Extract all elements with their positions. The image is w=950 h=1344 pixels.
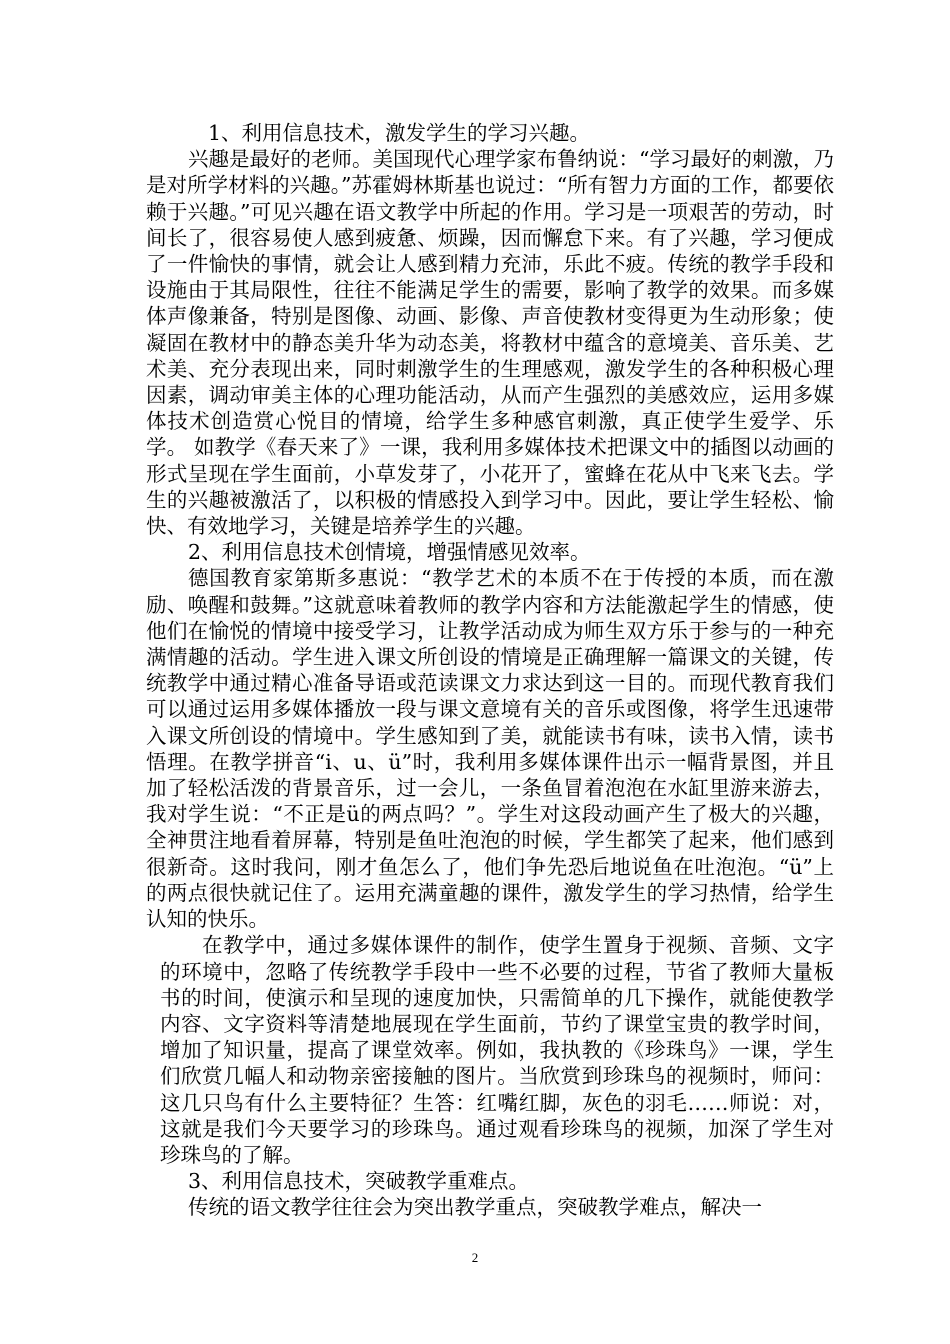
section-heading-3: 3、利用信息技术，突破教学重难点。 xyxy=(188,1169,530,1194)
paragraph-2: 德国教育家第斯多惠说：“教学艺术的本质不在于传授的本质，而在激励、唤醒和鼓舞。”这就意味着教师的教学内容和方法能激起学生的情感，使他们在愉悦的情境中接受学习，让教学活动成为师生双方乐于参与的一种充满情趣的活动。学生进入课文所创设的情境是正确理解一篇课文的关键，传统教学中通过精心准备导语或范读课文力求达到这一目的。而现代教育我们可以通过运用多媒体播放一段与课文意境有关的音乐或图像，将学生迅速带入课文所创设的情境中。学生感知到了美，就能读书有味，读书入情，读书悟理。在教学拼音“i、u、ü”时，我利用多媒体课件出示一幅背景图，并且加了轻松活泼的背景音乐，过一会儿，一条鱼冒着泡泡在水缸里游来游去，我对学生说：“不正是ü的两点吗？”。学生对这段动画产生了极大的兴趣，全神贯注地看着屏幕，特别是鱼吐泡泡的时候，学生都笑了起来，他们感到很新奇。这时我问，刚才鱼怎么了，他们争先恐后地说鱼在吐泡泡。“ü”上的两点很快就记住了。运用充满童趣的课件，激发学生的学习热情，给学生认知的快乐。 xyxy=(146,566,834,932)
document-body xyxy=(146,120,834,1221)
paragraph-1: 兴趣是最好的老师。美国现代心理学家布鲁纳说：“学习最好的刺激，乃是对所学材料的兴趣。”苏霍姆林斯基也说过：“所有智力方面的工作，都要依赖于兴趣。”可见兴趣在语文教学中所起的作用。学习是一项艰苦的劳动，时间长了，很容易使人感到疲惫、烦躁，因而懈怠下来。有了兴趣，学习便成了一件愉快的事情，就会让人感到精力充沛，乐此不疲。传统的教学手段和设施由于其局限性，往往不能满足学生的需要，影响了教学的效果。而多媒体声像兼备，特别是图像、动画、影像、声音使教材变得更为生动形象；使凝固在教材中的静态美升华为动态美，将教材中蕴含的意境美、音乐美、艺术美、充分表现出来，同时刺激学生的生理感观，激发学生的各种积极心理因素，调动审美主体的心理功能活动，从而产生强烈的美感效应，运用多媒体技术创造赏心悦目的情境，给学生多种感官刺激，真正使学生爱学、乐学。 如教学《春天来了》一课，我利用多媒体技术把课文中的插图以动画的形式呈现在学生面前，小草发芽了，小花开了，蜜蜂在花从中飞来飞去。学生的兴趣被激活了，以积极的情感投入到学习中。因此，要让学生轻松、愉快、有效地学习，关键是培养学生的兴趣。 xyxy=(146,147,834,539)
section-heading-2: 2、利用信息技术创情境，增强情感见效率。 xyxy=(188,540,591,565)
paragraph-3: 在教学中，通过多媒体课件的制作，使学生置身于视频、音频、文字的环境中，忽略了传统教学手段中一些不必要的过程，节省了教师大量板书的时间，使演示和呈现的速度加快，只需简单的几下操作，就能使教学内容、文字资料等清楚地展现在学生面前，节约了课堂宝贵的教学时间，增加了知识量，提高了课堂效率。例如，我执教的《珍珠鸟》一课，学生们欣赏几幅人和动物亲密接触的图片。当欣赏到珍珠鸟的视频时，师问：这几只鸟有什么主要特征？生答：红嘴红脚，灰色的羽毛……师说：对，这就是我们今天要学习的珍珠鸟。通过观看珍珠鸟的视频，加深了学生对珍珠鸟的了解。 xyxy=(160,933,834,1167)
page-number: 2 xyxy=(471,1250,479,1265)
paragraph-4: 传统的语文教学往往会为突出教学重点，突破教学难点，解决一 xyxy=(188,1195,762,1220)
section-heading-1: 1、利用信息技术，激发学生的学习兴趣。 xyxy=(208,121,591,145)
